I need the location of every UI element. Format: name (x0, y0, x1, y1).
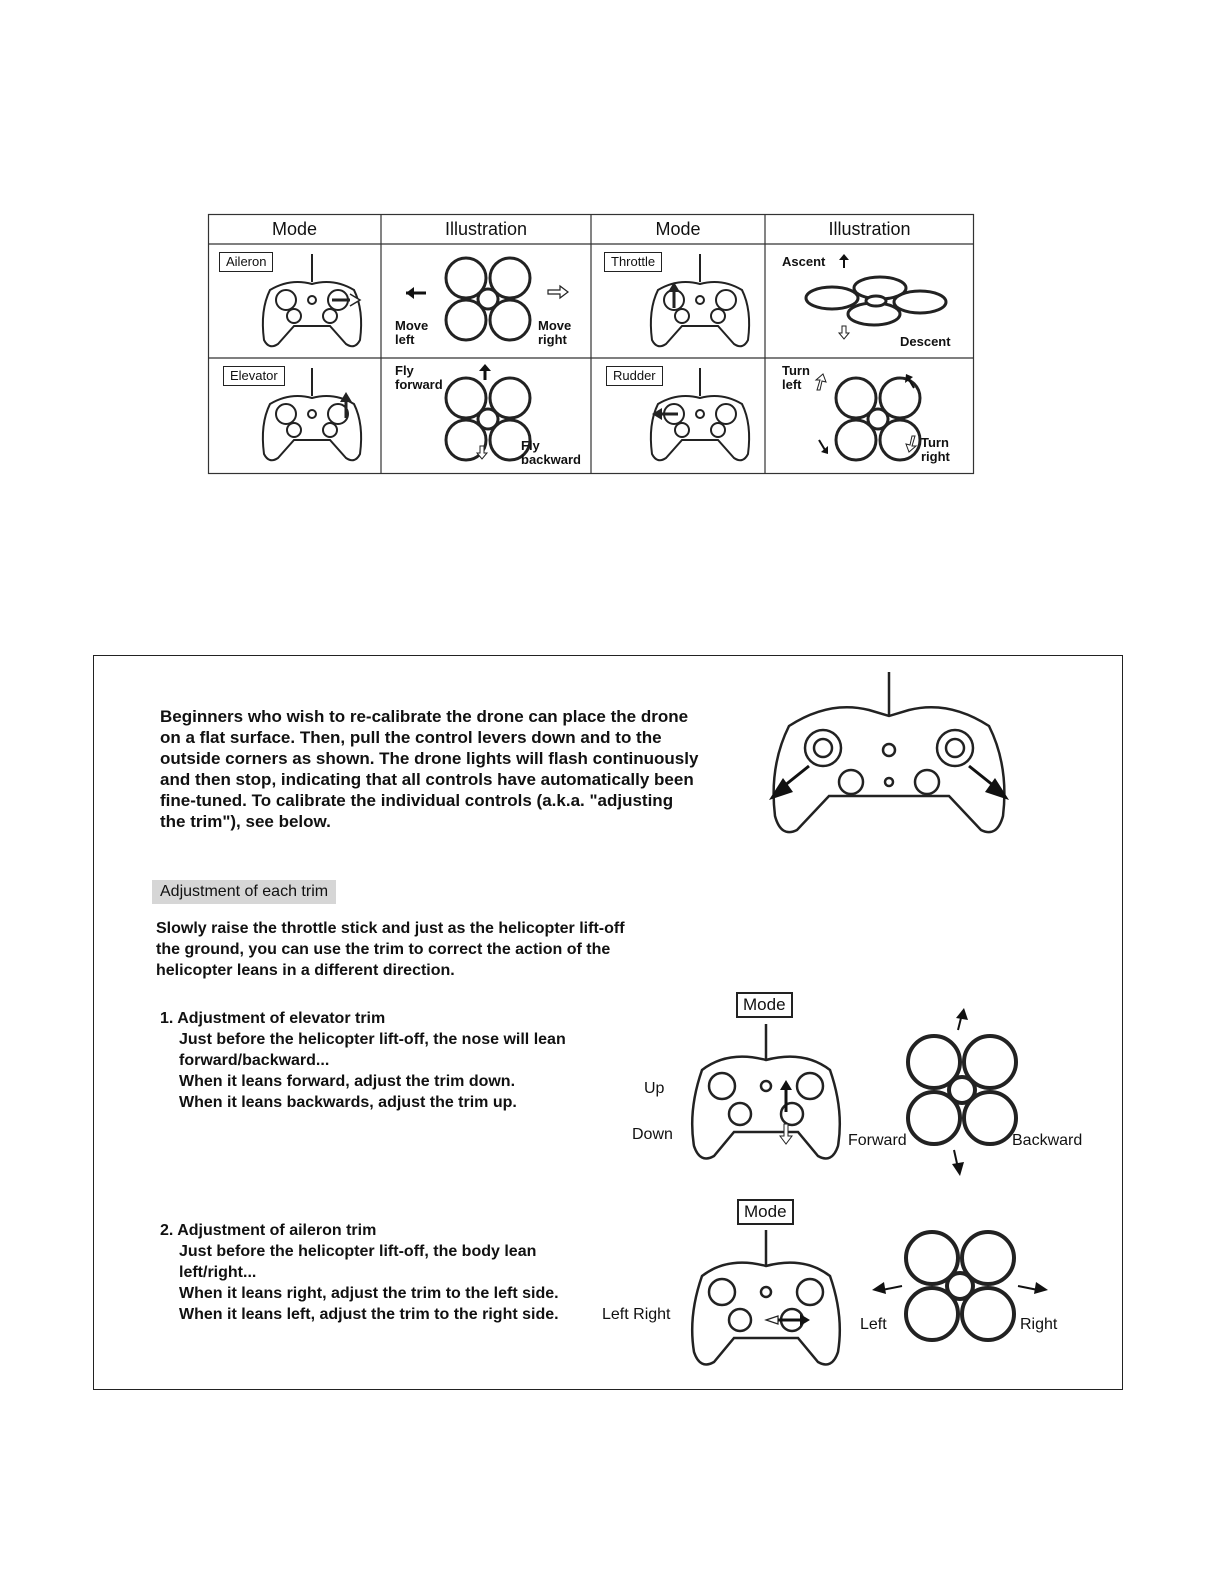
step-line: Just before the helicopter lift-off, the body lean left/right... (179, 1243, 537, 1281)
label-move-left: Move left (395, 318, 429, 347)
label-backward: Backward (1012, 1132, 1083, 1149)
arrow-down-outline-icon (838, 326, 850, 340)
arrow-rotate-outline-icon (904, 436, 918, 452)
label-forward: Forward (848, 1132, 907, 1149)
drone-elevator-trim-icon (902, 1008, 1022, 1178)
arrow-rotate-outline-icon (814, 374, 828, 390)
calibration-text: Beginners who wish to re-calibrate the drone can place the drone on a flat surface. Then, pull the control levers down and to the outside corners as shown. The drone lights will flash continuously and then stop, indicating that all controls have automatically been fine-tuned. To calibrate the individual controls (a.k.a. "adjusting the trim"), see below. (160, 707, 699, 831)
intro-text: Slowly raise the throttle stick and just as the helicopter lift-off the ground, you can use the trim to correct the action of the helicopter leans in a different direction. (156, 920, 625, 979)
label-descent: Descent (900, 334, 951, 349)
controller-elevator-trim-icon (688, 1020, 846, 1168)
label-turn-right: Turn right (921, 435, 950, 464)
step-line: When it leans forward, adjust the trim down. (179, 1073, 516, 1090)
mode-label-throttle: Throttle (604, 252, 662, 272)
calibration-panel (93, 655, 1123, 1390)
controller-aileron-icon (260, 250, 370, 354)
controller-throttle-icon (648, 250, 758, 354)
label-left-right: Left Right (602, 1306, 671, 1323)
header-mode-1: Mode (271, 219, 318, 239)
mode-box: Mode (736, 992, 793, 1018)
mode-box: Mode (737, 1199, 794, 1225)
label-ascent: Ascent (782, 254, 826, 269)
mode-illustration-table (208, 214, 974, 474)
drone-aileron-trim-icon (864, 1228, 1054, 1348)
mode-label-elevator: Elevator (223, 366, 285, 386)
step-title: 2. Adjustment of aileron trim (160, 1222, 377, 1239)
arrow-up-icon (838, 254, 850, 268)
arrow-left-icon (404, 286, 428, 300)
step-title: 1. Adjustment of elevator trim (160, 1010, 386, 1027)
header-illustration-1: Illustration (444, 219, 528, 239)
step-aileron-trim (160, 1220, 580, 1325)
label-fly-forward: Fly forward (395, 363, 443, 392)
mode-label-aileron: Aileron (219, 252, 273, 272)
label-turn-left: Turn left (782, 363, 810, 392)
controller-elevator-icon (260, 364, 370, 468)
arrow-right-outline-icon (546, 284, 570, 300)
arrow-down-outline-icon (476, 446, 488, 460)
drone-perspective-icon (802, 270, 952, 332)
header-illustration-2: Illustration (828, 219, 911, 239)
label-up: Up (644, 1080, 665, 1097)
step-line: When it leans right, adjust the trim to the left side. (179, 1285, 559, 1302)
arrow-rotate-icon (904, 374, 918, 390)
step-line: When it leans backwards, adjust the trim up. (179, 1094, 517, 1111)
step-elevator-trim (160, 1008, 630, 1113)
label-fly-backward: Fly backward (521, 438, 581, 467)
section-title: Adjustment of each trim (152, 880, 336, 904)
label-right: Right (1020, 1316, 1058, 1333)
label-down: Down (632, 1126, 673, 1143)
controller-rudder-icon (648, 364, 758, 468)
step-line: When it leans left, adjust the trim to the right side. (179, 1306, 559, 1323)
drone-top-view-icon (438, 254, 538, 344)
controller-calibration-icon (759, 666, 1019, 841)
step-line: Just before the helicopter lift-off, the nose will lean forward/backward... (179, 1031, 566, 1069)
header-mode-2: Mode (655, 219, 701, 239)
controller-aileron-trim-icon (688, 1226, 846, 1374)
arrow-rotate-icon (816, 438, 830, 454)
mode-label-rudder: Rudder (606, 366, 663, 386)
label-move-right: Move right (538, 318, 572, 347)
label-left: Left (860, 1316, 887, 1333)
